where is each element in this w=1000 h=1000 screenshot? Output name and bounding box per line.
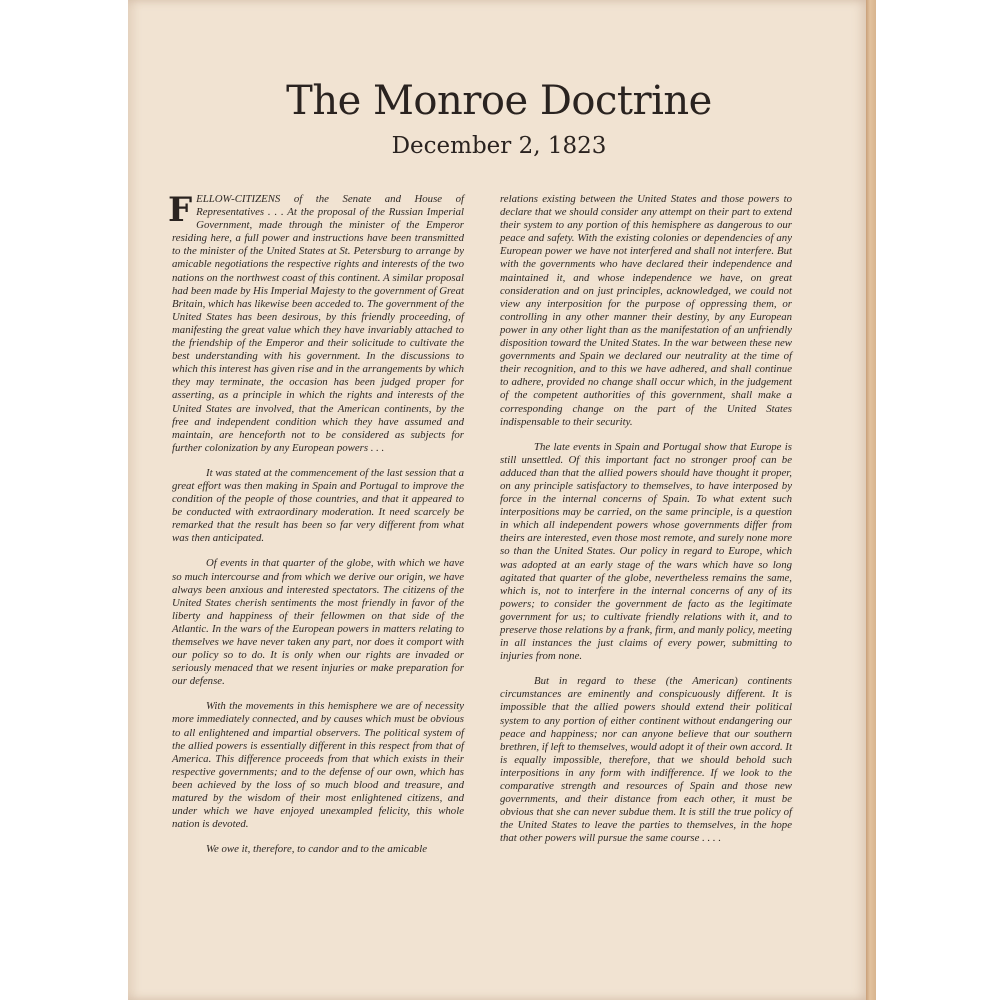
paragraph-2: It was stated at the commencement of the last session that a great effort was then making in Spain and Portugal to improve the condition of the people of those countries, and that it appeared to be conducted with extraordinary moderation. It need scarcely be remarked that the result has been so far very different from what was then anticipated. [172, 466, 464, 545]
document-title: The Monroe Doctrine [286, 78, 712, 124]
paragraph-3: Of events in that quarter of the globe, with which we have so much intercourse and from which we derive our origin, we have always been anxious and interested spectators. The citizens of the United States cherish sentiments the most friendly in favor of the liberty and happiness of their fellowmen on that side of the Atlantic. In the wars of the European powers in matters relating to themselves we have never taken any part, nor does it comport with our policy so to do. It is only when our rights are invaded or seriously menaced that we resent injuries or make preparation for our defense. [172, 557, 464, 688]
paragraph-1 [168, 190, 464, 455]
paragraph-5: We owe it, therefore, to candor and to the amicable [206, 843, 427, 856]
paragraph-4: With the movements in this hemisphere we are of necessity more immediately connected, and by causes which must be obvious to all enlightened and impartial observers. The political system of the allied powers is essentially different in this respect from that of America. This difference proceeds from that which exists in their respective governments; and to the defense of our own, which has been achieved by the loss of so much blood and treasure, and matured by the wisdom of their most enlightened citizens, and under which we have enjoyed unexampled felicity, this whole nation is devoted. [172, 700, 464, 831]
right-column [500, 193, 792, 858]
paragraph-1-text: ELLOW-CITIZENS of the Senate and House of Representatives . . . At the proposal of the Russian Imperial Government, made through the minister of the Emperor residing here, a full power and instructions have been transmitted to the minister of the United States at St. Petersburg to arrange by amicable negotiations the respective rights and interests of the two nations on the northwest coast of this continent. A similar proposal had been made by His Imperial Majesty to the government of Great Britain, which has likewise been acceded to. The government of the United States has been desirous, by this friendly proceeding, of manifesting the great value which they have invariably attached to the friendship of the Emperor and their solicitude to cultivate the best understanding with his government. In the discussions to which this interest has given rise and in the arrangements by which they may terminate, the occasion has been judged proper for asserting, as a principle in which the rights and interests of the United States are involved, that the American continents, by the free and independent condition which they have assumed and maintain, are henceforth not to be considered as subjects for further colonization by any European powers . . . [172, 193, 464, 454]
paragraph-8: But in regard to these (the American) continents circumstances are eminently and conspicuously different. It is impossible that the allied powers should extend their political system to any portion of either continent without endangering our peace and happiness; nor can anyone believe that our southern brethren, if left to themselves, would adopt it of their own accord. It is equally impossible, therefore, that we should behold such interpositions in any form with indifference. If we look to the comparative strength and resources of Spain and those new governments, and their distance from each other, it must be obvious that she can never subdue them. It is still the true policy of the United States to leave the parties to themselves, in the hope that other powers will pursue the same course . . . . [500, 675, 792, 845]
paragraph-7: The late events in Spain and Portugal show that Europe is still unsettled. Of this important fact no stronger proof can be adduced than that the allied powers should have thought it proper, on any principle satisfactory to themselves, to have interposed by force in the internal concerns of Spain. To what extent such interpositions may be carried, on the same principle, is a question in which all independent powers whose governments differ from theirs are interested, even those most remote, and surely none more so than the United States. Our policy in regard to Europe, which was adopted at an early stage of the wars which have so long agitated that quarter of the globe, nevertheless remains the same, which is, not to interfere in the internal concerns of any of its powers; to consider the government de facto as the legitimate government for us; to cultivate friendly relations with it, and to preserve those relations by a frank, firm, and manly policy, meeting in all instances the just claims of every power, submitting to injuries from none. [500, 440, 792, 663]
paragraph-6: relations existing between the United States and those powers to declare that we should consider any attempt on their part to extend their system to any portion of this hemisphere as dangerous to our peace and safety. With the existing colonies or dependencies of any European power we have not interfered and shall not interfere. But with the governments who have declared their independence and maintained it, and whose independence we have, on great consideration and on just principles, acknowledged, we could not view any interposition for the purpose of oppressing them, or controlling in any other manner their destiny, by any European power in any other light than as the manifestation of an unfriendly disposition toward the United States. In the war between these new governments and Spain we declared our neutrality at the time of their recognition, and to this we have adhered, and shall continue to adhere, provided no change shall occur which, in the judgement of the competent authorities of this government, shall make a corresponding change on the part of the United States indispensable to their security. [500, 193, 792, 428]
document-date: December 2, 1823 [391, 133, 607, 159]
left-column [168, 190, 464, 868]
drop-cap: F [168, 190, 193, 230]
